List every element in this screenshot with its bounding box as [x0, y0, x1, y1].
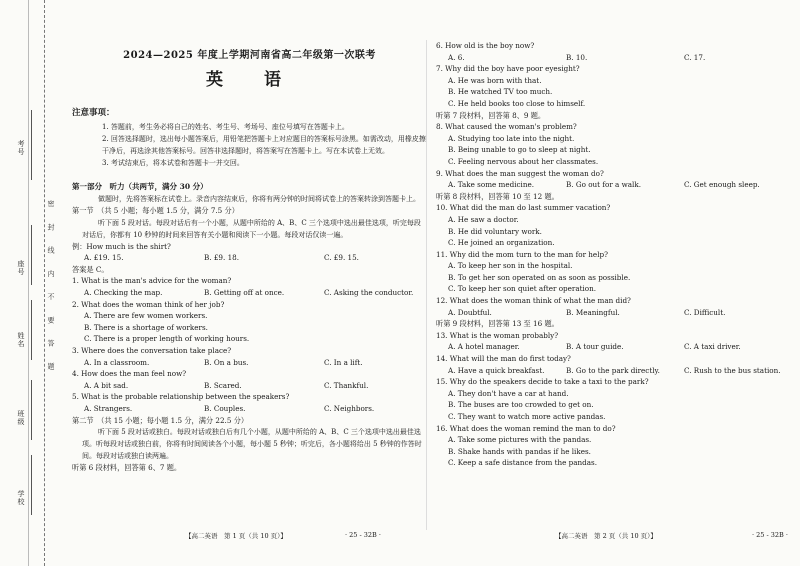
option-b[interactable]: B. 10.: [566, 52, 588, 62]
class-field[interactable]: [31, 380, 40, 440]
subject-title: 英 语: [206, 70, 293, 90]
option-row: [436, 307, 791, 319]
option-line[interactable]: B. He watched TV too much.: [448, 87, 553, 97]
option-a[interactable]: A. £19. 15.: [84, 253, 124, 263]
option-b[interactable]: B. There is a shortage of workers.: [84, 322, 208, 332]
option-b[interactable]: B. £9. 18.: [204, 253, 239, 263]
column-divider: [426, 40, 427, 530]
question-stem: 16. What does the woman remind the man to do?: [436, 423, 616, 433]
question-stem: 听第 8 段材料，回答第 10 至 12 题。: [436, 191, 559, 201]
question-stem: 听第 9 段材料，回答第 13 至 16 题。: [436, 319, 559, 329]
school-field[interactable]: [31, 455, 40, 515]
option-line[interactable]: C. They want to watch more active pandas.: [448, 412, 606, 421]
option-c[interactable]: C. £9. 15.: [324, 253, 359, 263]
page-1-column: [72, 40, 427, 474]
option-c[interactable]: C. A taxi driver.: [684, 342, 741, 352]
question-stem: 13. What is the woman probably?: [436, 330, 559, 340]
note-item: 2. 回答选择题时，选出每小题答案后，用铅笔把答题卡上对应题目的答案标号涂黑。如需改动，用橡皮擦干净后，再选涂其他答案标号。回答非选择题时，将答案写在答题卡上。写在本试卷上无效。: [102, 135, 426, 155]
option-line[interactable]: B. Shake hands with pandas if he likes.: [448, 446, 591, 456]
option-line[interactable]: B. He did voluntary work.: [448, 226, 542, 236]
option-line[interactable]: B. To get her son operated on as soon as possible.: [448, 272, 631, 282]
example-options: [72, 252, 427, 264]
option-a[interactable]: A. Doubtful.: [448, 307, 492, 317]
option-line[interactable]: C. Keep a safe distance from the pandas.: [448, 458, 598, 468]
note-item: 1. 答题前，考生务必将自己的姓名、考生号、考场号、座位号填写在答题卡上。: [102, 123, 349, 131]
option-line[interactable]: B. The buses are too crowded to get on.: [448, 400, 594, 410]
binding-dashed-line: [44, 0, 45, 566]
section-2-heading: 第二节 （共 15 小题；每小题 1.5 分，满分 22.5 分）: [72, 415, 249, 425]
option-a[interactable]: A. Take some medicine.: [448, 180, 535, 190]
option-line[interactable]: A. To keep her son in the hospital.: [448, 261, 573, 271]
page-2-footer: 【高二英语 第 2 页（共 10 页）】: [555, 532, 657, 540]
binding-label-class: 班级: [17, 410, 25, 426]
option-b[interactable]: B. Couples.: [204, 403, 246, 413]
option-line[interactable]: C. He held books too close to himself.: [448, 98, 586, 108]
option-c[interactable]: C. There is a proper length of working hours.: [84, 334, 250, 344]
question-stem: 2. What does the woman think of her job?: [72, 299, 225, 309]
section-2-description: 听下面 5 段对话或独白。每段对话或独白后有几个小题，从题中所给的 A、B、C 三个选项中选出最佳选项。听每段对话或独白前，你将有时间阅读各个小题，每小题 5 秒钟；听完后，各小题将给出 5 秒钟的作答时间。每段对话或独白读两遍。: [82, 428, 422, 461]
option-c[interactable]: C. Difficult.: [684, 307, 726, 317]
question-stem: 听第 7 段材料，回答第 8、9 题。: [436, 110, 546, 120]
option-c[interactable]: C. Neighbors.: [324, 403, 375, 413]
option-row: [436, 179, 791, 191]
page-2-code: · 25 - 32B ·: [752, 531, 788, 539]
binding-label-school: 学校: [17, 490, 25, 506]
option-line[interactable]: C. He joined an organization.: [448, 238, 555, 248]
option-a[interactable]: A. In a classroom.: [84, 357, 150, 367]
section-1-questions: [72, 275, 427, 414]
option-c[interactable]: C. Thankful.: [324, 380, 369, 390]
option-a[interactable]: A. Strangers.: [84, 403, 133, 413]
question-stem: 8. What caused the woman's problem?: [436, 122, 577, 132]
option-row: [436, 341, 791, 353]
page-1-code: · 25 - 32B ·: [345, 531, 381, 539]
question-stem: 6. How old is the boy now?: [436, 41, 535, 50]
option-b[interactable]: B. Go to the park directly.: [566, 365, 660, 375]
option-line[interactable]: A. He saw a doctor.: [448, 214, 519, 224]
question-stem: 4. How does the man feel now?: [72, 369, 187, 379]
option-b[interactable]: B. A tour guide.: [566, 342, 624, 352]
question-stem: 12. What does the woman think of what the man did?: [436, 296, 631, 306]
question-stem: 5. What is the probable relationship between the speakers?: [72, 392, 290, 402]
option-a[interactable]: A. A bit sad.: [84, 380, 129, 390]
section-1-heading: 第一节 （共 5 小题；每小题 1.5 分，满分 7.5 分）: [72, 206, 239, 215]
part-1-heading-text: 第一部分 听力（共两节，满分 30 分）: [72, 182, 208, 191]
option-c[interactable]: C. Rush to the bus station.: [684, 365, 781, 375]
binding-label-name: 姓名: [17, 332, 25, 348]
option-row: [72, 357, 427, 369]
binding-label-exam-no: 考号: [17, 140, 25, 156]
option-c[interactable]: C. Asking the conductor.: [324, 287, 414, 297]
exam-no-field[interactable]: [31, 110, 40, 180]
option-b[interactable]: B. Meaningful.: [566, 307, 620, 317]
question-stem: 10. What did the man do last summer vacation?: [436, 203, 611, 213]
option-line[interactable]: C. To keep her son quiet after operation.: [448, 284, 597, 294]
page-2-column: [436, 40, 791, 469]
option-row: [436, 52, 791, 64]
material-6-instruction: 听第 6 段材料，回答第 6、7 题。: [72, 463, 182, 473]
option-c[interactable]: C. In a lift.: [324, 357, 363, 367]
binding-label-seat-no: 座号: [17, 260, 25, 276]
option-line[interactable]: A. He was born with that.: [448, 75, 542, 85]
option-b[interactable]: B. Getting off at once.: [204, 287, 285, 297]
option-line[interactable]: C. Feeling nervous about her classmates.: [448, 156, 599, 166]
option-line[interactable]: A. Studying too late into the night.: [448, 133, 575, 143]
question-stem: 11. Why did the mom turn to the man for help?: [436, 249, 608, 259]
example-answer: 答案是 C。: [72, 264, 109, 274]
part-1-description: 做题时，先将答案标在试卷上。录音内容结束后，你将有两分钟的时间将试卷上的答案转涂到答题卡上。: [98, 195, 420, 203]
question-stem: 7. Why did the boy have poor eyesight?: [436, 64, 580, 74]
option-a[interactable]: A. Have a quick breakfast.: [448, 365, 545, 375]
option-a[interactable]: A. Checking the map.: [84, 287, 163, 297]
option-line[interactable]: B. Being unable to go to sleep at night.: [448, 145, 591, 155]
option-b[interactable]: B. On a bus.: [204, 357, 249, 367]
binding-warning: 密 封 线 内 不 要 答 题: [47, 200, 55, 377]
option-b[interactable]: B. Scared.: [204, 380, 242, 390]
option-line[interactable]: A. They don't have a car at hand.: [448, 388, 569, 398]
option-a[interactable]: A. There are few women workers.: [84, 311, 208, 321]
option-c[interactable]: C. 17.: [684, 52, 706, 62]
question-stem: 9. What does the man suggest the woman do?: [436, 168, 604, 178]
option-a[interactable]: A. A hotel manager.: [448, 342, 520, 352]
option-row: [72, 403, 427, 415]
option-line[interactable]: A. Take some pictures with the pandas.: [448, 435, 592, 445]
question-stem: 1. What is the man's advice for the woman?: [72, 276, 232, 286]
name-field[interactable]: [31, 300, 40, 360]
option-row: [72, 287, 427, 299]
option-b[interactable]: B. Go out for a walk.: [566, 180, 641, 190]
option-row: [72, 380, 427, 392]
notes-heading: 注意事项：: [72, 108, 115, 118]
question-stem: 15. Why do the speakers decide to take a taxi to the park?: [436, 377, 649, 387]
option-a[interactable]: A. 6.: [448, 52, 465, 62]
option-c[interactable]: C. Get enough sleep.: [684, 180, 760, 190]
exam-title: 2024—2025 年度上学期河南省高二年级第一次联考: [123, 50, 376, 61]
part-1-heading: [72, 181, 427, 193]
page-1-footer: 【高二英语 第 1 页（共 10 页）】: [185, 532, 287, 540]
option-row: [436, 365, 791, 377]
seat-no-field[interactable]: [31, 225, 40, 285]
section-1-description: 听下面 5 段对话。每段对话后有一个小题，从题中所给的 A、B、C 三个选项中选出最佳选项，听完每段对话后，你都有 10 秒钟的时间来回答有关小题和阅读下一小题。每段对话仅读一遍。: [82, 218, 421, 239]
example-question: 例：How much is the shirt?: [72, 241, 171, 251]
binding-margin: [0, 0, 58, 566]
question-stem: 3. Where does the conversation take place?: [72, 345, 232, 355]
question-stem: 14. What will the man do first today?: [436, 354, 571, 364]
binding-solid-line: [28, 0, 29, 566]
note-item: 3. 考试结束后，将本试卷和答题卡一并交回。: [102, 159, 244, 167]
